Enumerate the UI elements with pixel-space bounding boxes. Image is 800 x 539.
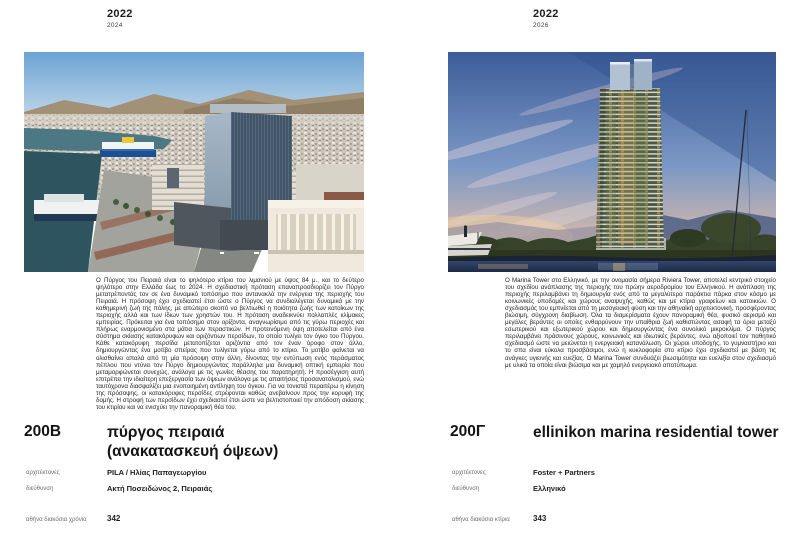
project-title-line2: (ανακατασκευή όψεων) [107, 443, 279, 460]
book-footer-title: αθήνα διακόσια χρόνια [26, 517, 87, 523]
project-description: Ο Marina Tower στο Ελληνικό, με την ονομασία σήμερα Riviera Tower, αποτελεί κεντρικό στοιχείο του σχεδίου ανάπλασης της περιοχής του πρώην αεροδρομίου του Ελληνικού. Η ανάπλαση της περιοχής περιλαμβάνει τη δημιουργία ενός από τα μεγαλύτερα παράκτια πάρκα στον κόσμο με κοινωνικές υποδομές και χώρους αναψυχής, καθώς και με κτίρια γραφείων και κατοικιών. Ο σχεδιασμός του εμπνέεται από τη μεσογειακή φύση και την αθηναϊκή αρχιτεκτονική, προσφέροντας βιώσιμη, σύγχρονη διαβίωση. Όλα τα διαμερίσματα έχουν πανοραμική θέα, φυσικό αερισμό και μεγάλες βεράντες οι οποίες ενθαρρύνουν την υπαίθρια ζωή καθιστώντας ασαφή τα όρια μεταξύ εσωτερικού και εξωτερικού χώρου και δημιουργώντας ένα συνολικό μικροκλίμα. Ο πύργος περιλαμβάνει πράσινους χώρους, κοινωνικές και ιδιωτικές βεράντες, ενώ αξιοποιεί τον παθητικό σχεδιασμό ώστε να μειώνεται η ενεργειακή κατανάλωση. Οι χώροι υποδοχής, το γυμναστήριο και το σπα είναι εύκολα προσβάσιμοι, ενώ η κυκλοφορία στο κτίριο έχει σχεδιαστεί με βάση τις ανάγκες υγιεινής και ευεξίας. Ο Marina Tower συνδυάζει βιωσιμότητα και ευελιξία στον σχεδιασμό με υλικά τα οποία είναι βιώσιμα και με χαμηλό ενεργειακό αποτύπωμα. [505, 277, 776, 369]
piraeus-tower-aerial-photo [24, 52, 364, 272]
project-code: 200Γ [450, 423, 486, 440]
riviera-photo-illustration [448, 52, 776, 272]
project-title-line1: πύργος πειραιά [107, 424, 225, 441]
architects-value: Foster + Partners [533, 468, 595, 477]
address-label: διεύθυνση [452, 486, 480, 492]
project-title-line1: ellinikon marina residential tower [533, 424, 779, 441]
book-footer-title: αθήνα διακόσια κτίρια [452, 517, 510, 523]
architects-value: PILA / Ηλίας Παπαγεωργίου [107, 468, 207, 477]
project-description: Ο Πύργος του Πειραιά είναι το ψηλότερο κτίριο του λιμανιού με ύψος 84 μ., και το δεύτερο ψηλότερο στην Ελλάδα έως το 2024. Η σχεδιαστική πρόταση επαναπροσδιορίζει τον Πύργο μετατρέποντάς τον σε ένα δυναμικό τοπόσημο που αντανακλά την ενέργεια της περιοχής του Πειραιά. Η πρόσοψη έχει σχεδιαστεί έτσι ώστε ο Πύργος να συνδιαλέγεται δυναμικά με την καθημερινή ζωή της πόλης, με απώτερο σκοπό να βελτιωθεί η ποιότητα ζωής των κατοίκων της περιοχής αλλά και των ίδιων των χρηστών του. Η πρόταση αναδεικνύει πολλαπλές κλίμακες εμπειρίας. Πρόκειται για ένα τοπόσημο στον ορίζοντα, αναγνωρίσιμο από τις γύρω περιοχές και πλήρως εναρμονισμένο στα μάτια των περαστικών. Η προτεινόμενη όψη αποτελείται από ένα σύστημα σκίασης κατακόρυφων και οριζόντιων περσίδων, το οποίο τυλίγει τον όγκο του Πύργου. Κάθε κατακόρυφη περσίδα μετατοπίζεται οριζόντια από τον έναν όροφο στον άλλο, δημιουργώντας ένα μοτίβο σπείρας που τυλίγεται γύρω από το κτίριο. Το μοτίβο φαίνεται να ολισθαίνει απαλά από τη μία πρόσοψη στην άλλη, δίνοντας την εντύπωση ενός περάσματος πέπλου που ντύνει τον Πύργο δημιουργώντας παράλληλα μια δυναμική οπτική εμπειρία που μεταμορφώνεται συνεχώς, ανάλογα με τις γωνίες θέασης του παρατηρητή. Η προσέγγιση αυτή επιτρέπει την ιδιαίτερη επεξεργασία των όψεων ανάλογα με τις απαιτήσεις προσανατολισμού, ενώ ταυτόχρονα διασφαλίζει μια ενοποιημένη αντίληψη του όγκου. Για να τονιστεί περαιτέρω η κίνηση της πρόσοψης, οι κατακόρυφες περσίδες στρέφονται καθώς ανεβαίνουν προς την κορυφή της δομής. Η στροφή των περσίδων έχει σχεδιαστεί έτσι ώστε να βελτιστοποιεί την απόδοση σκίασης του κτιρίου και να ενισχύει την πανοραμική θέα του. [96, 277, 364, 411]
page-number: 343 [533, 514, 547, 523]
year-end: 2026 [533, 22, 549, 29]
riviera-tower-render-photo [448, 52, 776, 272]
address-value: Ελληνικό [533, 484, 566, 493]
year-start: 2022 [107, 8, 133, 20]
year-end: 2024 [107, 22, 123, 29]
architects-label: αρχιτέκτονες [452, 470, 486, 476]
project-title [533, 423, 793, 442]
page-number: 342 [107, 514, 121, 523]
piraeus-photo-illustration [24, 52, 364, 272]
year-start: 2022 [533, 8, 559, 20]
address-label: διεύθυνση [26, 486, 54, 492]
project-title [107, 423, 367, 461]
architects-label: αρχιτέκτονες [26, 470, 60, 476]
address-value: Ακτή Ποσειδώνος 2, Πειραιάς [107, 484, 213, 493]
project-code: 200Β [24, 423, 62, 440]
page-right-riviera-tower [400, 0, 800, 539]
